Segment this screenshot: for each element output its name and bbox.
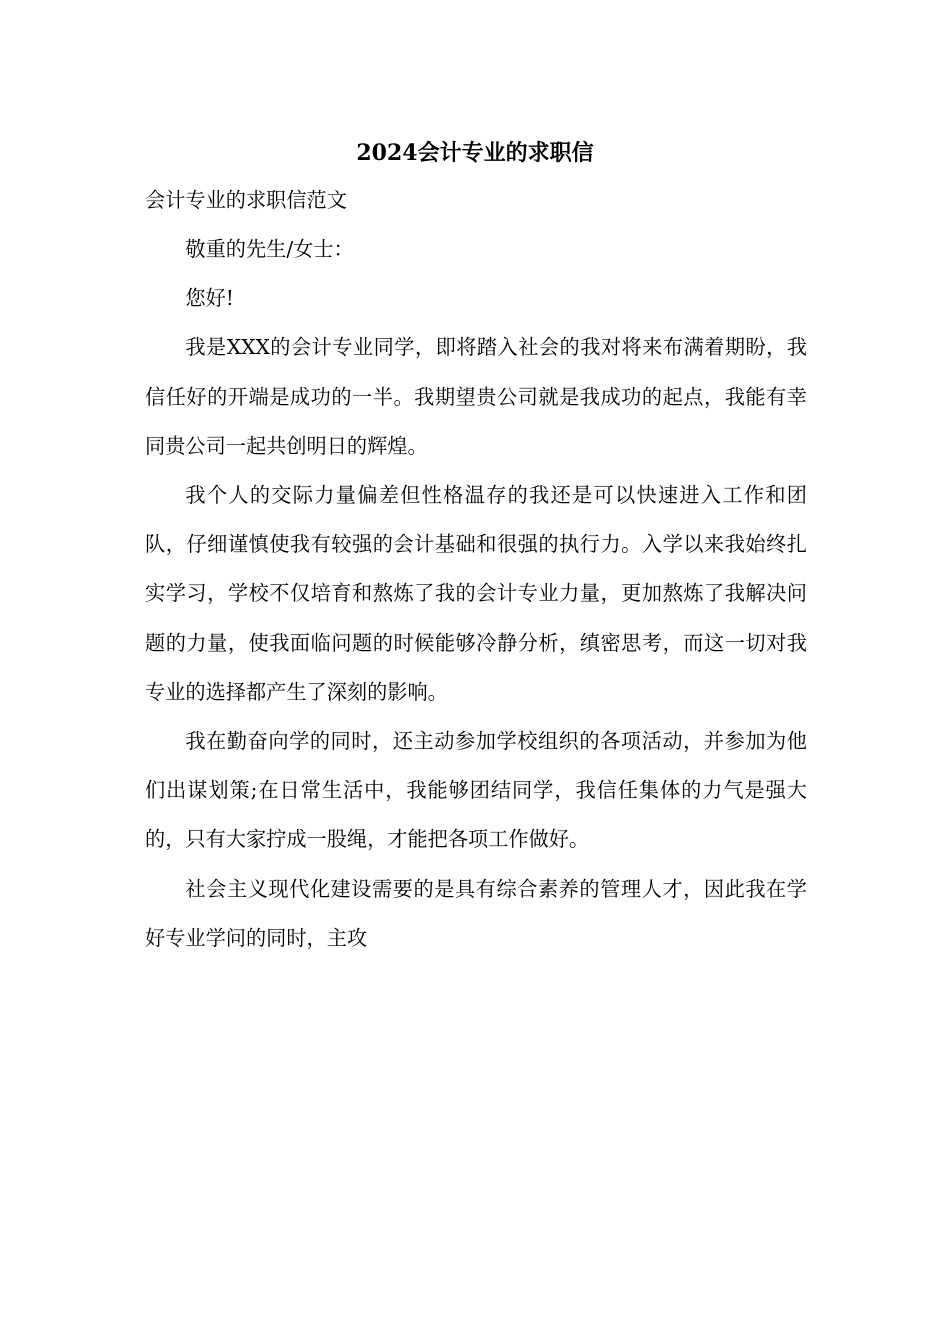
greeting: 您好! [185,286,234,311]
paragraph-skills: 社会主义现代化建设需要的是具有综合素养的管理人才，因此我在学好专业学问的同时，主攻 [145,876,807,950]
paragraph-introduction: 我是XXX的会计专业同学，即将踏入社会的我对将来布满着期盼，我信任好的开端是成功的一半。我期望贵公司就是我成功的起点，我能有幸同贵公司一起共创明日的辉煌。 [145,335,807,458]
document-subtitle: 会计专业的求职信范文 [145,188,347,212]
salutation: 敬重的先生/女士： [185,237,354,261]
paragraph-activities: 我在勤奋向学的同时，还主动参加学校组织的各项活动，并参加为他们出谋划策;在日常生活中，我能够团结同学，我信任集体的力气是强大的，只有大家拧成一股绳，才能把各项工作做好。 [145,729,807,852]
paragraph-personality: 我个人的交际力量偏差但性格温存的我还是可以快速进入工作和团队，仔细谨慎使我有较强的会计基础和很强的执行力。入学以来我始终扎实学习，学校不仅培育和熬炼了我的会计专业力量，更加熬炼了我解决问题的力量，使我面临问题的时候能够冷静分析，缜密思考，而这一切对我专业的选择都产生了深刻的影响。 [145,483,807,704]
document-body [145,225,807,963]
document-title: 2024会计专业的求职信 [356,140,594,166]
